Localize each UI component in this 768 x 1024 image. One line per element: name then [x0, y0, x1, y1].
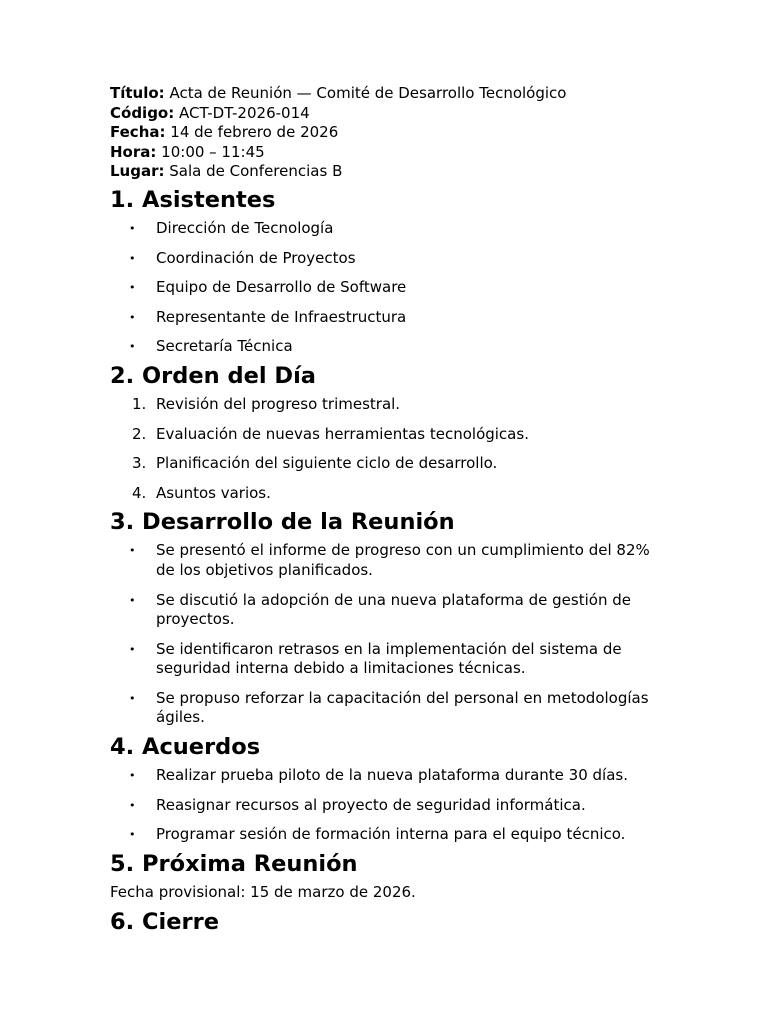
- section-heading-cierre: 6. Cierre: [110, 909, 219, 936]
- list-item: • Se identificaron retrasos en la implementación del sistema de seguridad interna debido a limitaciones técnicas.: [129, 639, 622, 678]
- list-item: 2. Evaluación de nuevas herramientas tecnológicas.: [132, 424, 529, 443]
- agreements-list: [110, 766, 670, 845]
- attendees-list: [110, 219, 670, 357]
- document-page: [110, 84, 670, 936]
- title-field: Título: Acta de Reunión — Comité de Desarrollo Tecnológico: [110, 84, 567, 102]
- discussion-list: [110, 541, 670, 728]
- date-field: Fecha: 14 de febrero de 2026: [110, 123, 339, 142]
- list-item: • Se propuso reforzar la capacitación del personal en metodologías ágiles.: [129, 688, 649, 727]
- section-heading-orden: 2. Orden del Día: [110, 362, 316, 389]
- list-item: • Equipo de Desarrollo de Software: [129, 278, 407, 297]
- list-item: 3. Planificación del siguiente ciclo de desarrollo.: [132, 454, 498, 473]
- list-item: • Realizar prueba piloto de la nueva plataforma durante 30 días.: [129, 766, 628, 785]
- location-field: Lugar: Sala de Conferencias B: [110, 162, 343, 181]
- section-heading-asistentes: 1. Asistentes: [110, 186, 276, 213]
- section-heading-proxima: 5. Próxima Reunión: [110, 850, 358, 877]
- section-heading-desarrollo: 3. Desarrollo de la Reunión: [110, 509, 455, 536]
- next-meeting-text: Fecha provisional: 15 de marzo de 2026.: [110, 882, 416, 901]
- list-item: • Representante de Infraestructura: [129, 307, 407, 326]
- list-item: • Coordinación de Proyectos: [129, 248, 356, 267]
- list-item: • Se presentó el informe de progreso con un cumplimiento del 82% de los objetivos planificados.: [129, 541, 650, 579]
- list-item: • Dirección de Tecnología: [129, 218, 334, 237]
- time-field: Hora: 10:00 – 11:45: [110, 142, 265, 161]
- section-heading-acuerdos: 4. Acuerdos: [110, 734, 261, 761]
- list-item: • Reasignar recursos al proyecto de seguridad informática.: [129, 795, 586, 814]
- code-field: Código: ACT-DT-2026-014: [110, 103, 310, 122]
- list-item: • Programar sesión de formación interna para el equipo técnico.: [129, 825, 626, 844]
- list-item: 4. Asuntos varios.: [132, 483, 271, 502]
- list-item: 1. Revisión del progreso trimestral.: [132, 394, 401, 413]
- list-item: • Se discutió la adopción de una nueva plataforma de gestión de proyectos.: [129, 590, 631, 629]
- agenda-list: [110, 395, 670, 503]
- document-header: [110, 84, 670, 182]
- list-item: • Secretaría Técnica: [129, 337, 293, 356]
